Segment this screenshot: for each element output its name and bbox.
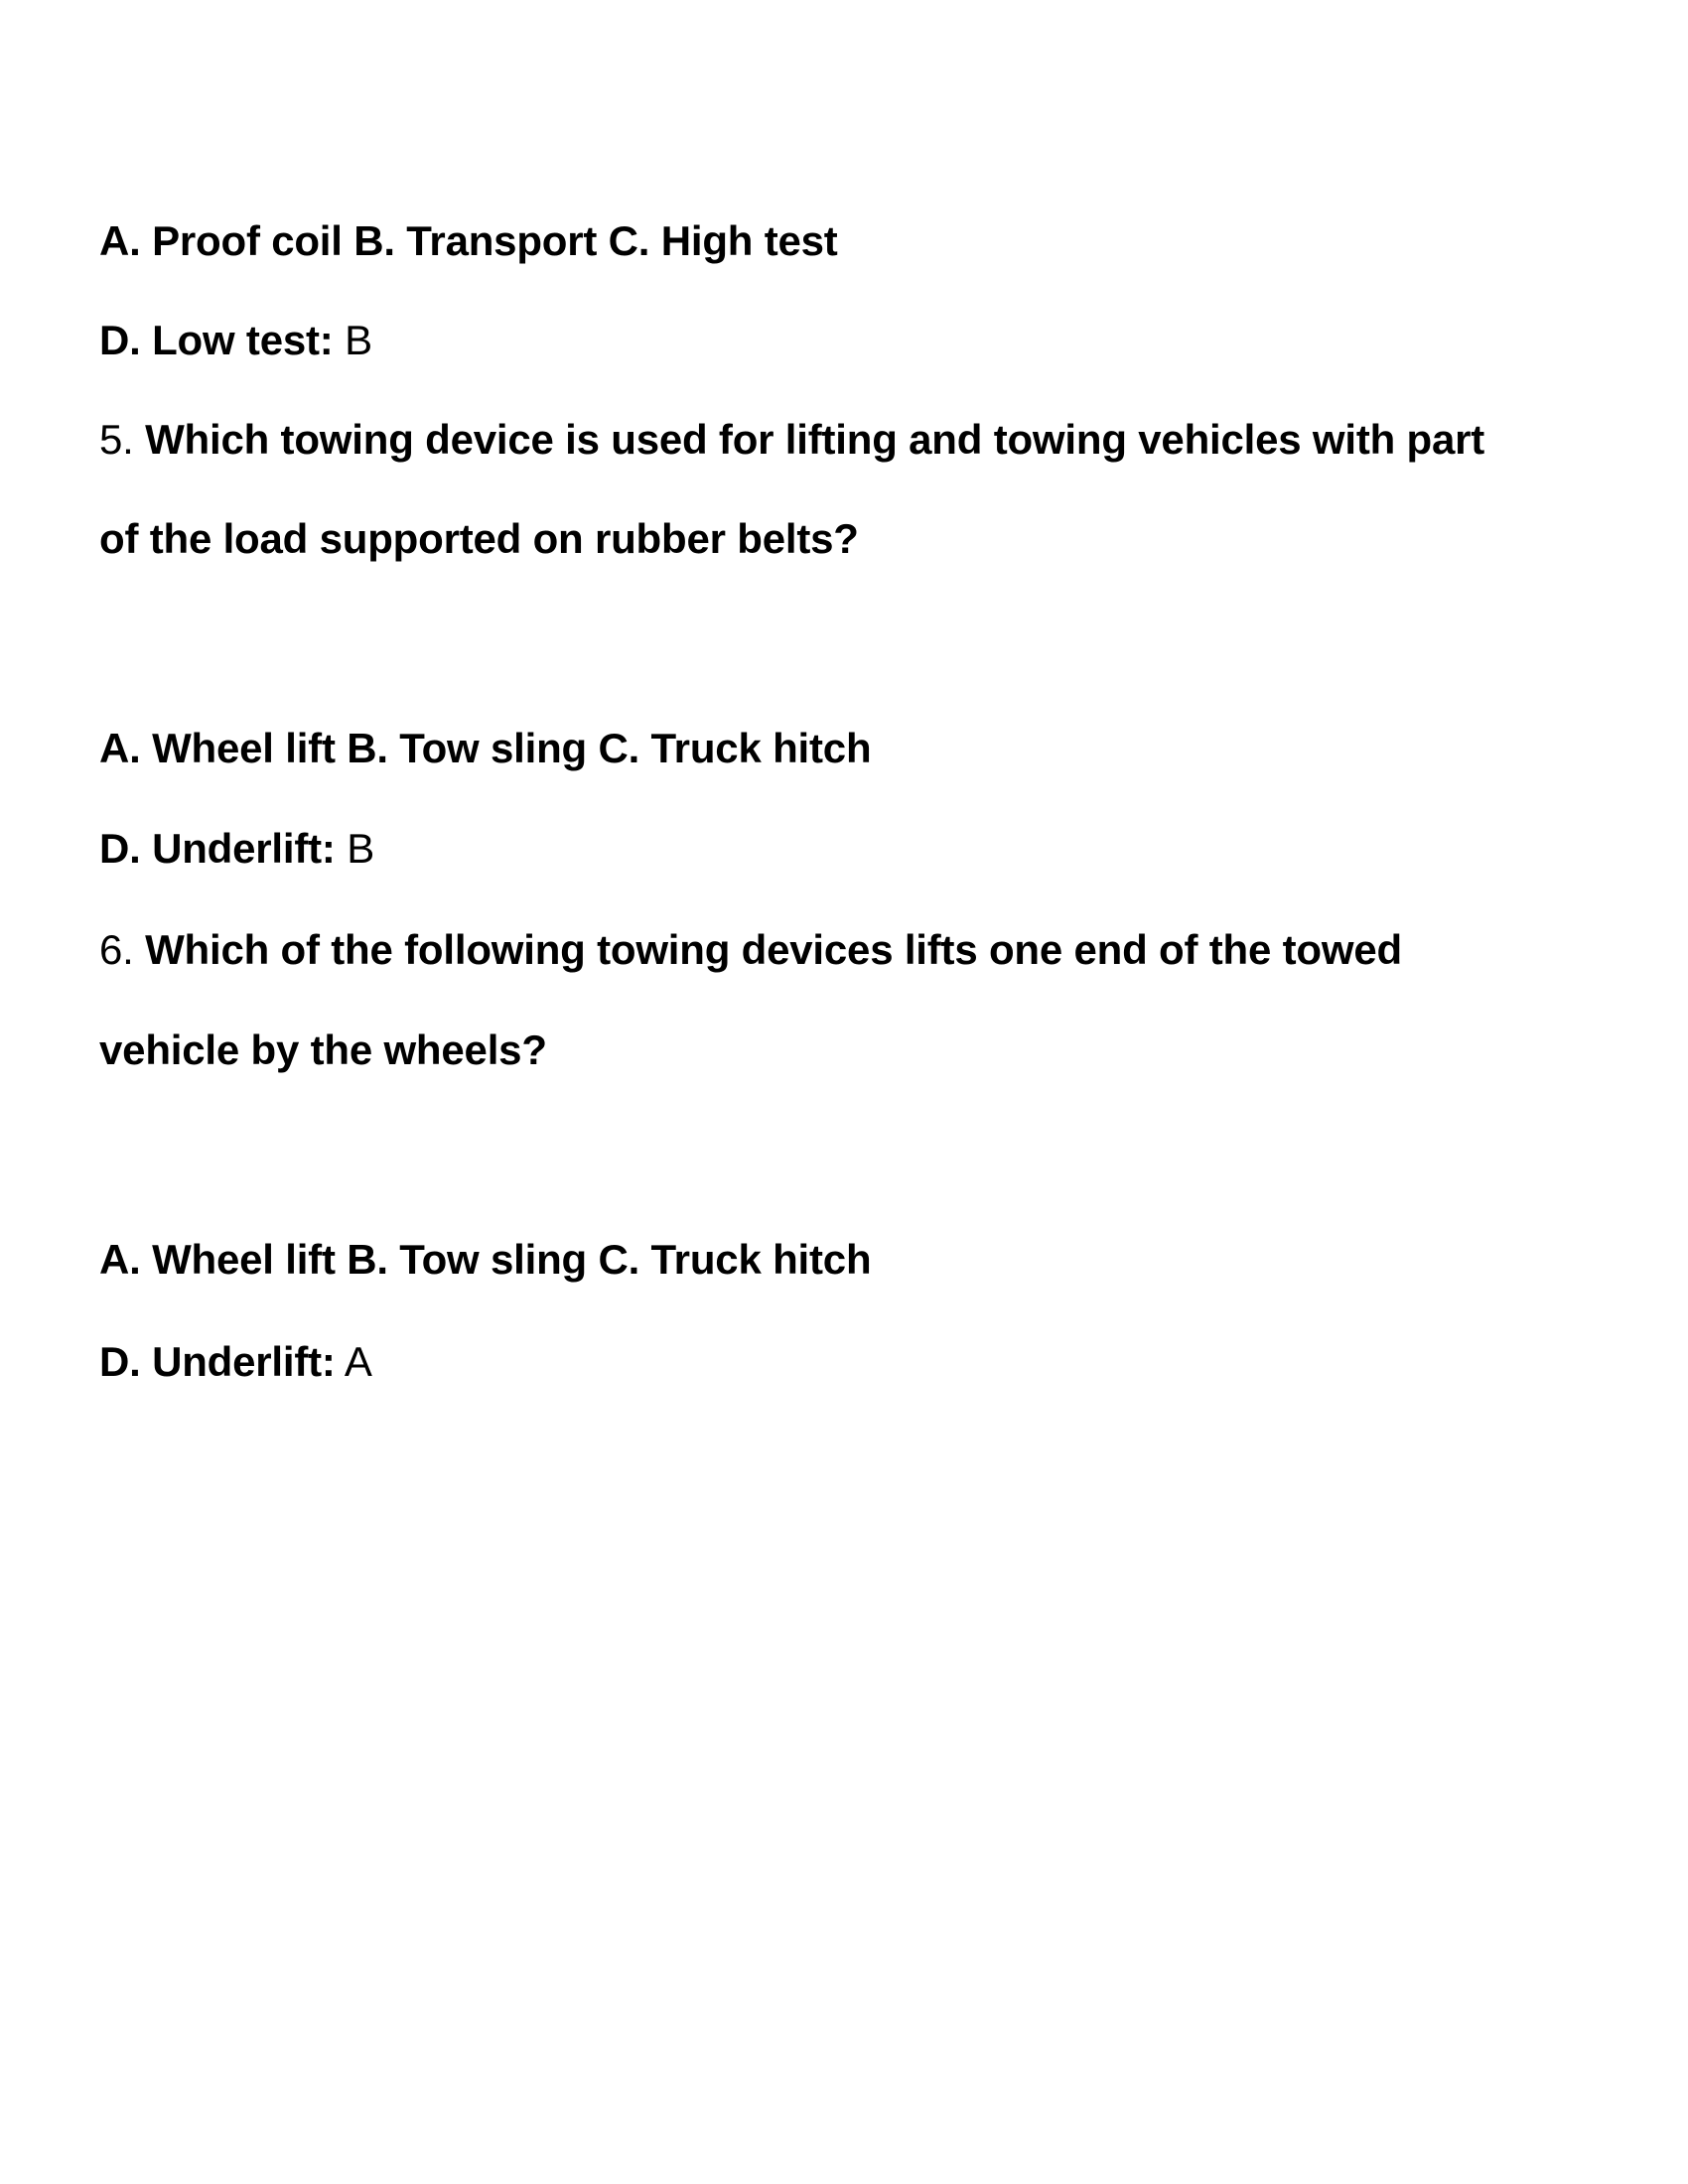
q6-option-d-label: D. Underlift:: [99, 1338, 336, 1385]
q5-question-text: Which towing device is used for lifting and towing vehicles with part: [133, 416, 1485, 463]
q5-number: 5.: [99, 416, 134, 463]
q5-answer: B: [335, 825, 375, 872]
q6-option-d-answer: [99, 1338, 372, 1385]
q5-question-line1: [99, 416, 1485, 463]
q5-option-d-answer: [99, 825, 375, 872]
q4-answer: B: [333, 317, 372, 363]
q5-question-line2: of the load supported on rubber belts?: [99, 515, 859, 562]
q6-number: 6.: [99, 926, 134, 973]
q4-option-d-label: D. Low test:: [99, 317, 334, 363]
q6-options-a-c: A. Wheel lift B. Tow sling C. Truck hitch: [99, 1236, 872, 1283]
q5-options-a-c: A. Wheel lift B. Tow sling C. Truck hitch: [99, 725, 872, 771]
q4-option-d-answer: [99, 317, 372, 363]
q5-option-d-label: D. Underlift:: [99, 825, 336, 872]
q4-options-a-c: A. Proof coil B. Transport C. High test: [99, 217, 838, 264]
q6-question-line2: vehicle by the wheels?: [99, 1026, 547, 1073]
q6-question-line1: [99, 926, 1402, 973]
q6-answer: A: [335, 1338, 372, 1385]
q6-question-text: Which of the following towing devices lifts one end of the towed: [133, 926, 1402, 973]
